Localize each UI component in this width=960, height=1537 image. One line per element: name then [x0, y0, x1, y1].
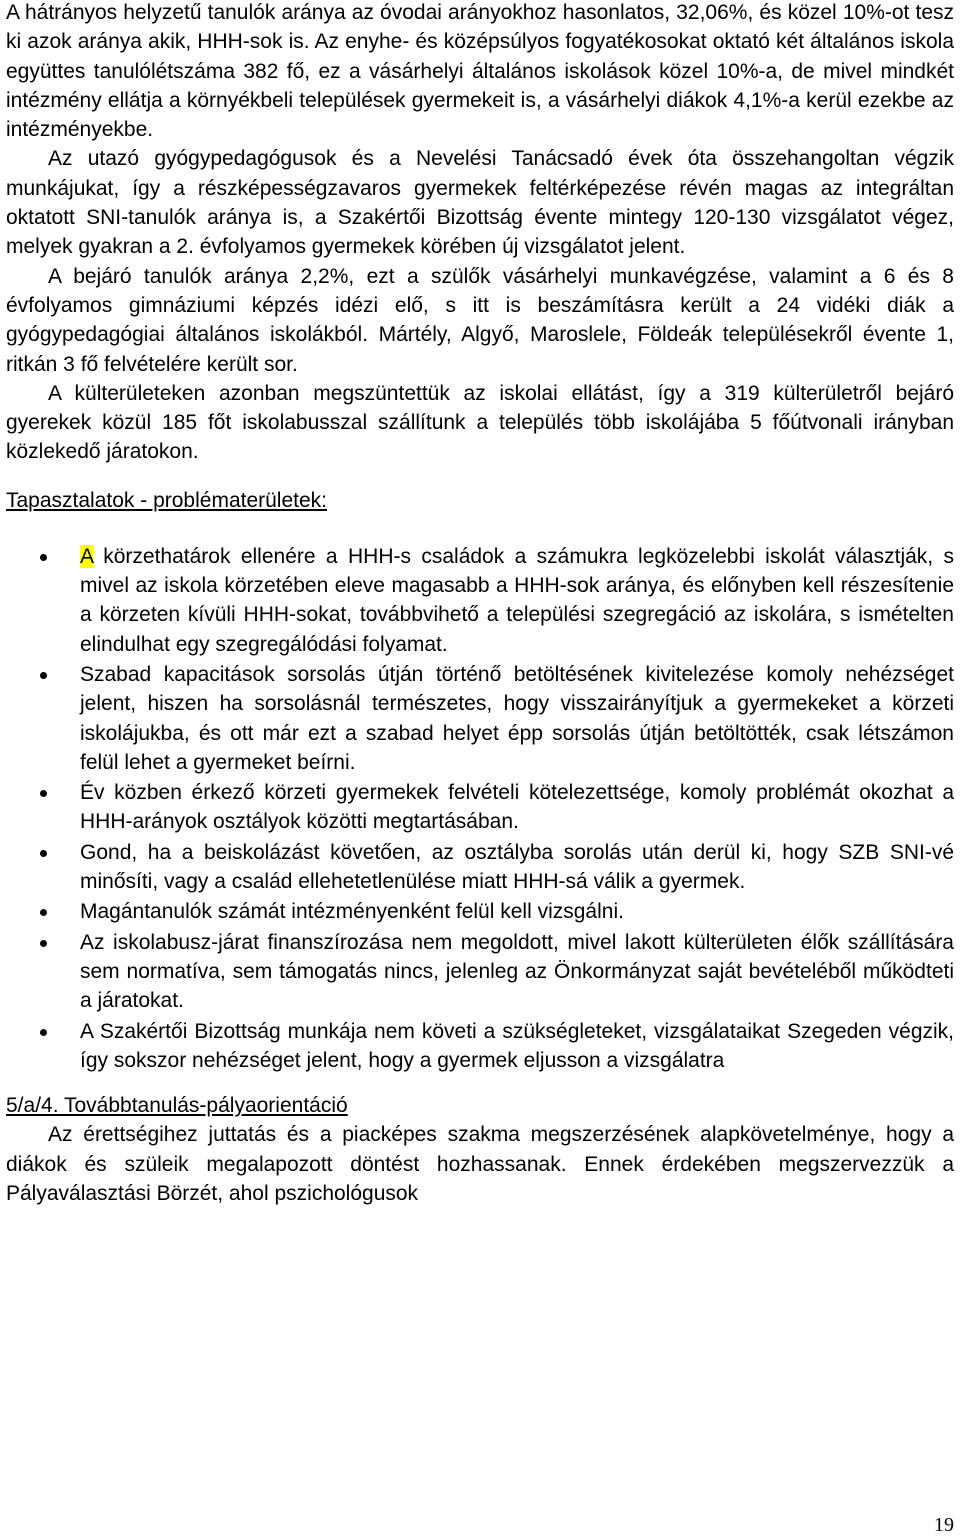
problem-list — [6, 542, 954, 1075]
list-item — [6, 542, 954, 659]
page-content — [6, 0, 954, 1208]
highlighted-text: A — [80, 544, 93, 568]
bullet-icon — [40, 940, 47, 947]
experience-heading: Tapasztalatok - problématerületek: — [6, 488, 327, 512]
list-item-text: Az iskolabusz-járat finanszírozása nem megoldott, mivel lakott külterületen élők szállítására sem normatíva, sem támogatás nincs, jelenleg az Önkormányzat saját bevételéből működteti a járatokat. — [80, 930, 954, 1013]
list-item — [6, 660, 954, 777]
paragraph-career-orientation: Az érettségihez juttatás és a piacképes szakma megszerzésének alapkövetelménye, hogy a diákok és szüleik megalapozott döntést hozhassanak. Ennek érdekében megszervezzük a Pályaválasztási Börzét, ahol pszichológusok — [6, 1123, 954, 1205]
bullet-icon — [40, 672, 47, 679]
paragraph-disadvantaged-students: A hátrányos helyzetű tanulók aránya az óvodai arányokhoz hasonlatos, 32,06%, és közel 10%-ot tesz ki azok aránya akik, HHH-sok is. Az enyhe- és középsúlyos fogyatékosokat oktató két általános iskola együttes tanulólétszáma 382 fő, ez a vásárhelyi általános iskolások közel 10%-a, de mivel mindkét intézmény ellátja a környékbeli települések gyermekeit is, a vásárhelyi diákok 4,1%-a kerül ezekbe az intézményekbe. — [6, 1, 954, 142]
bullet-icon — [40, 850, 47, 857]
list-item — [6, 897, 954, 926]
paragraph-outskirts-school-bus: A külterületeken azonban megszüntettük az iskolai ellátást, így a 319 külterületről bejáró gyerekek közül 185 főt iskolabusszal szállítunk a település több iskolájába 5 főútvonali irányban közlekedő járatokon. — [6, 381, 954, 464]
bullet-icon — [40, 554, 47, 561]
list-item-text: Magántanulók számát intézményenként felül kell vizsgálni. — [80, 900, 624, 924]
list-item — [6, 1017, 954, 1076]
bullet-icon — [40, 1029, 47, 1036]
paragraph-commuting-students: A bejáró tanulók aránya 2,2%, ezt a szülők vásárhelyi munkavégzése, valamint a 6 és 8 évfolyamos gimnáziumi képzés idézi elő, s itt is beszámításra került a 24 vidéki diák a gyógypedagógiai általános iskolákból. Mártély, Algyő, Maroslele, Földeák településekről évente 1, ritkán 3 fő felvételére került sor. — [6, 264, 954, 376]
list-item — [6, 928, 954, 1016]
list-item — [6, 838, 954, 897]
list-item-text: Év közben érkező körzeti gyermekek felvételi kötelezettsége, komoly problémát okozhat a HHH-arányok osztályok közötti megtartásában. — [80, 781, 954, 834]
list-item-text: Gond, ha a beiskolázást követően, az osztályba sorolás után derül ki, hogy SZB SNI-vé minősíti, vagy a család ellehetetlenülése miatt HHH-sá válik a gyermek. — [80, 840, 954, 894]
list-item-text: körzethatárok ellenére a HHH-s családok a számukra legközelebbi iskolát választják, s mivel az iskola körzetében eleve magasabb a HHH-sok aránya, és előnyben kell részesítenie a körzeten kívüli HHH-sokat, továbbvihető a települési szegregáció az iskolára, s ismételten elindulhat egy szegregálódási folyamat. — [80, 544, 954, 656]
bullet-icon — [40, 909, 47, 916]
paragraph-traveling-special-educators: Az utazó gyógypedagógusok és a Nevelési Tanácsadó évek óta összehangoltan végzik munkájukat, így a részképességzavaros gyermekek feltérképezése révén magas az integráltan oktatott SNI-tanulók aránya is, a Szakértői Bizottság évente mintegy 120-130 vizsgálatot végez, melyek gyakran a 2. évfolyamos gyermekek körében új vizsgálatot jelent. — [6, 147, 954, 259]
list-item-text: Szabad kapacitások sorsolás útján történő betöltésének kivitelezése komoly nehézséget jelent, hiszen ha sorsolásnál természetes, hogy visszairányítjuk a gyermekeket a körzeti iskolájukba, és ott már ezt a szabad helyet épp sorsolás útján betöltötték, csak létszámon felül lehet a gyermeket beírni. — [80, 662, 954, 774]
page-number: 19 — [934, 1514, 954, 1536]
list-item-text: A Szakértői Bizottság munkája nem követi a szükségleteket, vizsgálataikat Szegeden végzik, így sokszor nehézséget jelent, hogy a gyermek eljusson a vizsgálatra — [80, 1019, 954, 1072]
list-item — [6, 778, 954, 837]
section-title: 5/a/4. Továbbtanulás-pályaorientáció — [6, 1094, 348, 1118]
bullet-icon — [40, 790, 47, 797]
